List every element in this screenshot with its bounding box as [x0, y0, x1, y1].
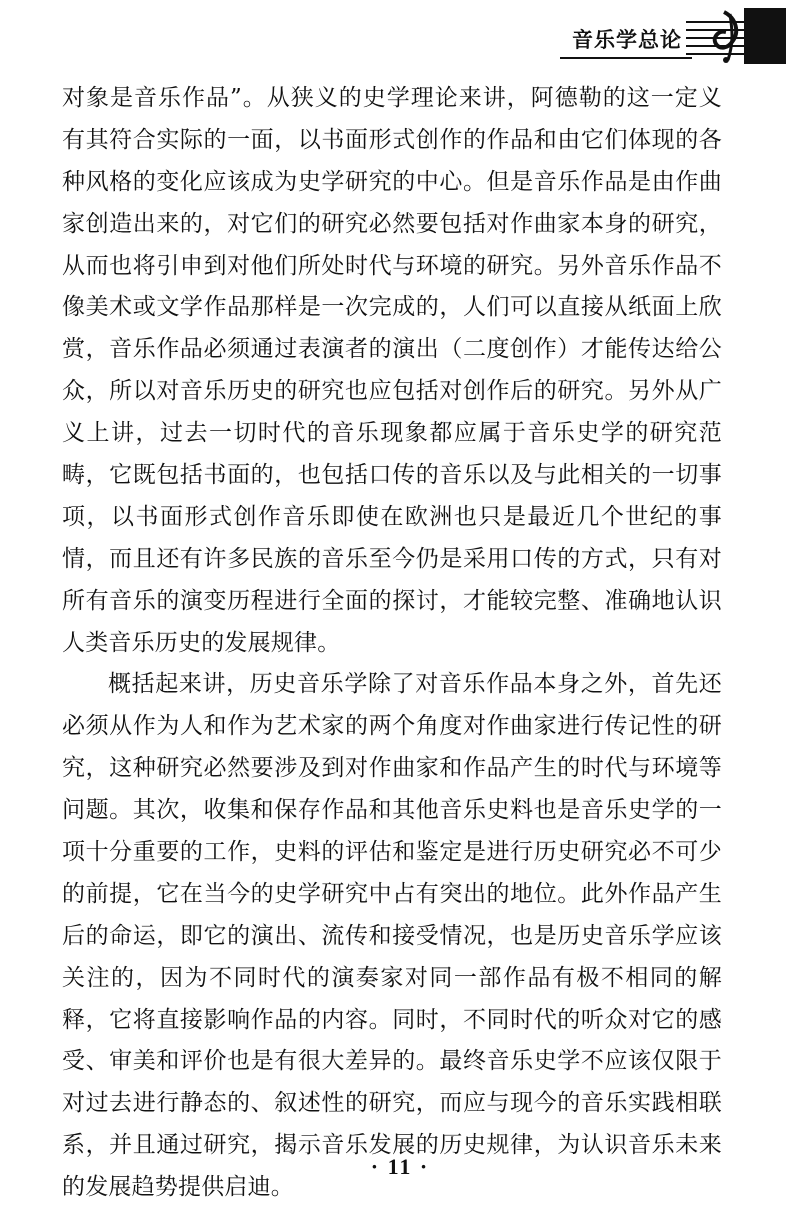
text-line: 的发展趋势提供启迪。 — [62, 1174, 294, 1201]
text-line: 项，以书面形式创作音乐即使在欧洲也只是最近几个世纪的事 — [62, 503, 722, 530]
text-line: 义上讲，过去一切时代的音乐现象都应属于音乐史学的研究范 — [62, 420, 722, 447]
running-header — [0, 14, 800, 62]
music-staff-icon — [686, 8, 786, 64]
text-line: 众，所以对音乐历史的研究也应包括对创作后的研究。另外从广 — [62, 378, 722, 405]
text-line: 项十分重要的工作，史料的评估和鉴定是进行历史研究必不可少 — [62, 839, 722, 866]
text-line: 释，它将直接影响作品的内容。同时，不同时代的听众对它的感 — [62, 1006, 722, 1033]
text-line: 后的命运，即它的演出、流传和接受情况，也是历史音乐学应该 — [62, 922, 722, 949]
text-line: 所有音乐的演变历程进行全面的探讨，才能较完整、准确地认识 — [62, 587, 722, 614]
text-line: 从而也将引申到对他们所处时代与环境的研究。另外音乐作品不 — [62, 252, 722, 279]
page-number: · 11 · — [370, 1154, 430, 1179]
text-line: 对过去进行静态的、叙述性的研究，而应与现今的音乐实践相联 — [62, 1090, 722, 1117]
text-line: 情，而且还有许多民族的音乐至今仍是采用口传的方式，只有对 — [62, 545, 722, 572]
text-line: 必须从作为人和作为艺术家的两个角度对作曲家进行传记性的研 — [62, 713, 722, 740]
text-line: 种风格的变化应该成为史学研究的中心。但是音乐作品是由作曲 — [62, 168, 722, 195]
text-line: 家创造出来的，对它们的研究必然要包括对作曲家本身的研究， — [62, 210, 722, 237]
text-line: 受、审美和评价也是有很大差异的。最终音乐史学不应该仅限于 — [62, 1048, 722, 1075]
body-text — [62, 78, 722, 1209]
paragraph-2 — [62, 664, 722, 1209]
text-line: 概括起来讲，历史音乐学除了对音乐作品本身之外，首先还 — [108, 671, 722, 698]
text-line: 有其符合实际的一面，以书面形式创作的作品和由它们体现的各 — [62, 126, 722, 153]
paragraph-1 — [62, 78, 722, 664]
running-title: 音乐学总论 — [572, 28, 682, 52]
header-rule — [560, 57, 692, 59]
text-line: 像美术或文学作品那样是一次完成的，人们可以直接从纸面上欣 — [62, 294, 722, 321]
text-line: 的前提，它在当今的史学研究中占有突出的地位。此外作品产生 — [62, 880, 722, 907]
text-line: 关注的，因为不同时代的演奏家对同一部作品有极不相同的解 — [62, 964, 722, 991]
text-line: 系，并且通过研究，揭示音乐发展的历史规律，为认识音乐未来 — [62, 1132, 722, 1159]
text-line: 人类音乐历史的发展规律。 — [62, 629, 341, 656]
text-line: 赏，音乐作品必须通过表演者的演出（二度创作）才能传达给公 — [62, 336, 722, 363]
text-line: 对象是音乐作品”。从狭义的史学理论来讲，阿德勒的这一定义 — [62, 85, 722, 111]
text-line: 畴，它既包括书面的，也包括口传的音乐以及与此相关的一切事 — [62, 462, 722, 489]
text-line: 问题。其次，收集和保存作品和其他音乐史料也是音乐史学的一 — [62, 797, 722, 824]
text-line: 究，这种研究必然要涉及到对作曲家和作品产生的时代与环境等 — [62, 755, 722, 782]
